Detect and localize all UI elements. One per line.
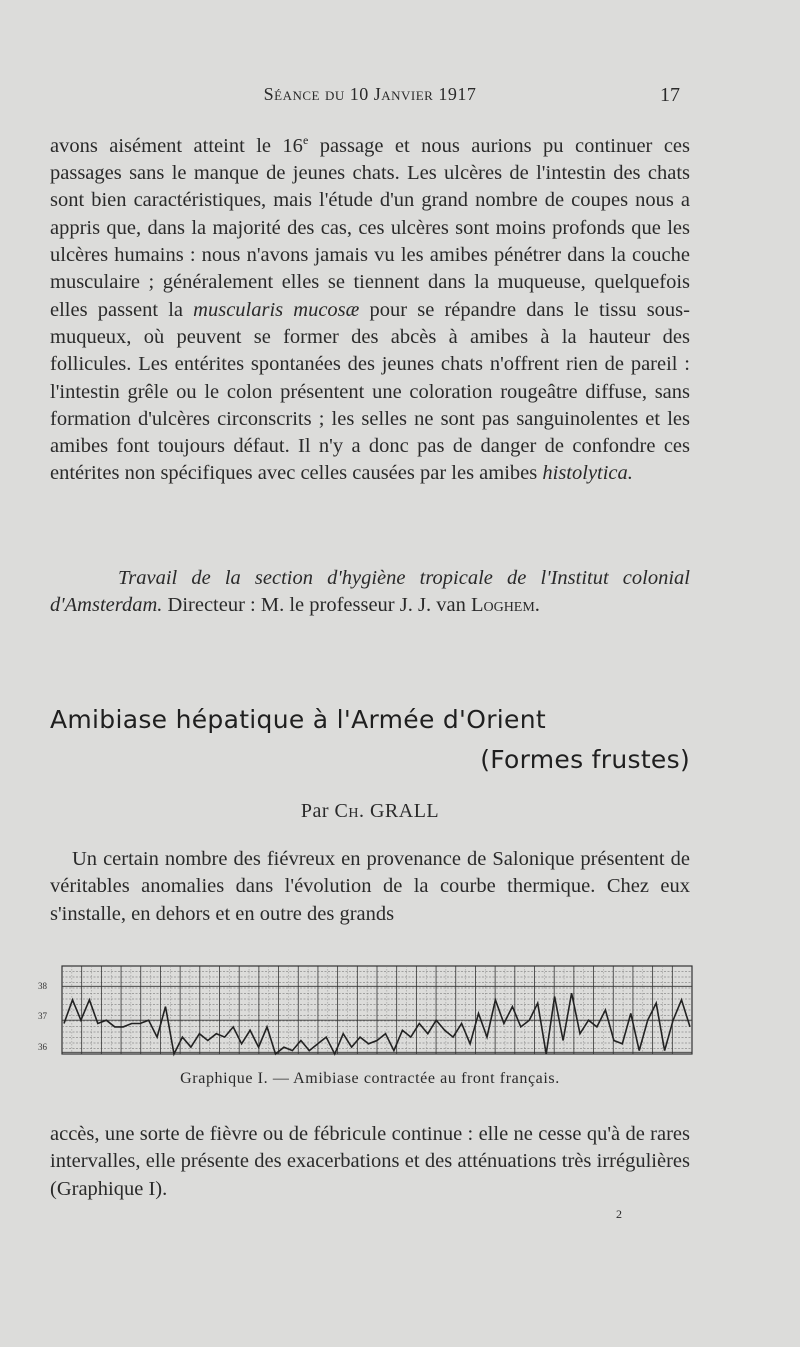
byline-initial: Ch. (334, 800, 365, 822)
byline-name: GRALL (364, 800, 440, 822)
temperature-chart (34, 958, 694, 1058)
paragraph-1 (50, 127, 690, 488)
article-subtitle: (Formes frustes) (480, 745, 690, 774)
italic-institution: Travail de la section d'hygiène tropicale de l'Institut colonial d'Amsterdam. (50, 567, 690, 617)
paragraph-acknowledgement (50, 565, 690, 620)
byline-prefix: Par (300, 800, 335, 822)
y-tick-label: 37 (38, 1011, 47, 1021)
article-title: Amibiase hépatique à l'Armée d'Orient (50, 705, 546, 734)
byline (50, 800, 690, 823)
y-tick-label: 38 (38, 981, 47, 991)
author-loghem: Loghem. (470, 594, 540, 617)
signature-mark: 2 (616, 1207, 622, 1221)
y-tick-label: 36 (38, 1042, 47, 1052)
italic-histolytica: histolytica. (542, 462, 633, 485)
paragraph-3: Un certain nombre des fiévreux en provenance de Salonique présentent de véritables anomalies dans l'évolution de la courbe thermique. Chez eux s'installe, en dehors et en outre des grands (50, 848, 690, 925)
paragraph-1-text-c: pour se répandre dans le tissu sous-muqueux, où peuvent se former des abcès à amibes à la hauteur des follicules. Les entérites spontanées des jeunes chats n'offrent rien de pareil : l'intestin grêle ou le colon présentent une coloration rougeâtre diffuse, sans formation d'ulcères circonscrits ; les selles ne sont pas sanguinolentes et les amibes font toujours défaut. Il n'y a donc pas de danger de confondre ces entérites non spécifiques avec celles causées par les amibes (50, 298, 690, 485)
page-number: 17 (660, 84, 680, 106)
running-title: Séance du 10 Janvier 1917 (263, 84, 477, 104)
italic-muscularis: muscularis mucosæ (193, 298, 360, 321)
chart-y-ticks (38, 981, 48, 1052)
paragraph-4: accès, une sorte de fièvre ou de fébricule continue : elle ne cesse qu'à de rares intervalles, elle présente des exacerbations et des atténuations très irrégulières (Graphique I). (50, 1123, 690, 1200)
paragraph-1-text-a: avons aisément atteint le 16 (50, 134, 303, 157)
acknowledgement-text: Directeur : M. le professeur J. J. van (162, 594, 471, 617)
paragraph-1-text-b: passage et nous aurions pu continuer ces passages sans le manque de jeunes chats. Les ulcères de l'intestin des chats sont bien caractéristiques, mais l'étude d'un grand nombre de coupes nous a appris que, dans la majorité des cas, ces ulcères sont moins profonds que les ulcères humains : nous n'avons jamais vu les amibes pénétrer dans la couche musculaire ; généralement elles se tiennent dans la muqueuse, quelquefois elles passent la (50, 134, 690, 321)
running-head (50, 84, 690, 114)
figure-caption: Graphique I. — Amibiase contractée au front français. (180, 1070, 560, 1087)
superscript-e: e (302, 133, 309, 147)
